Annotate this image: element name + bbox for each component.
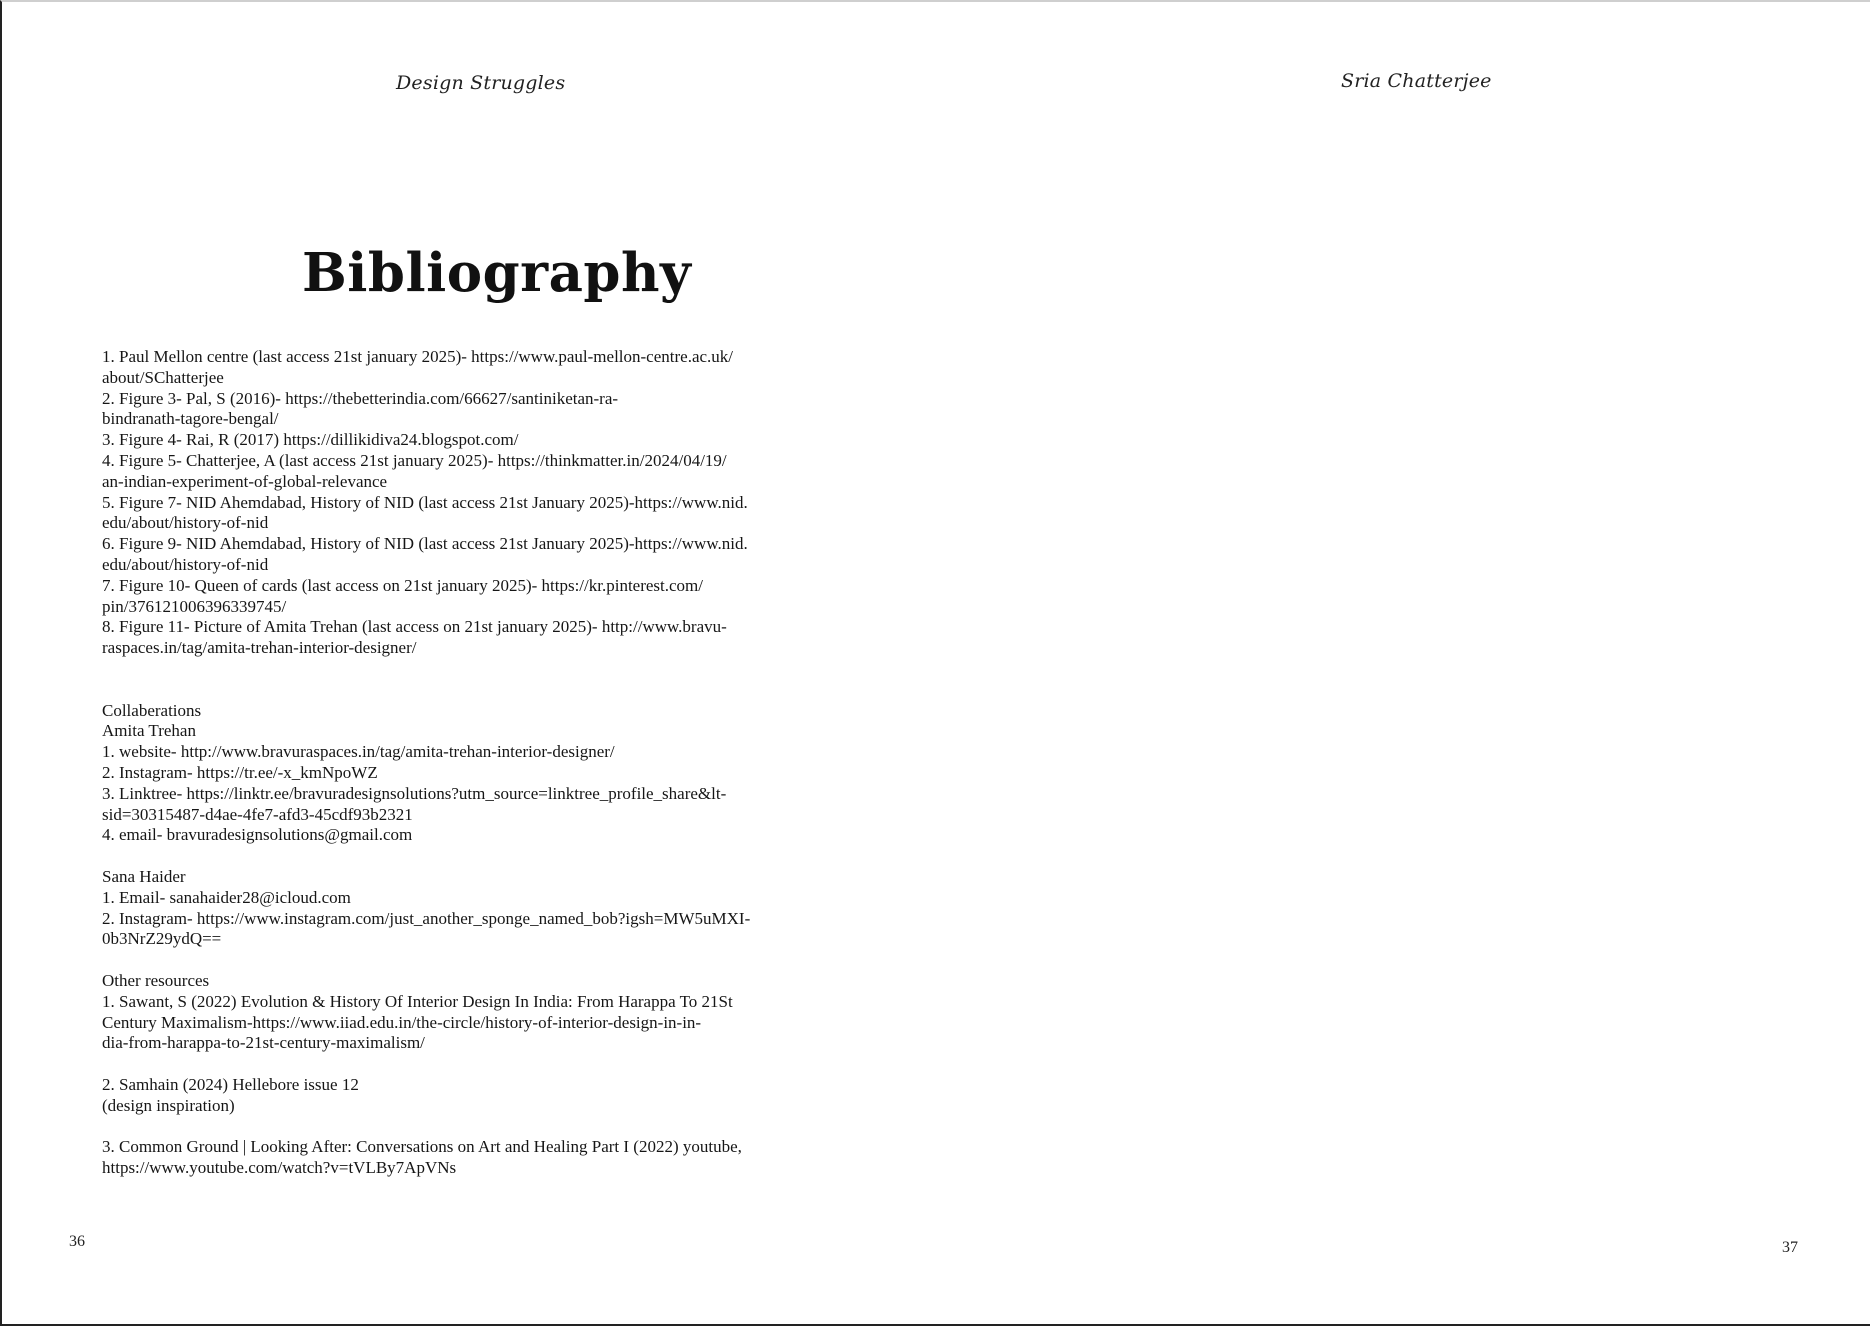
bibliography-line: an-indian-experiment-of-global-relevance bbox=[102, 471, 388, 491]
collaboration-line: 2. Instagram- https://tr.ee/-x_kmNpoWZ bbox=[102, 762, 378, 782]
section-spacer bbox=[102, 846, 842, 867]
bibliography-line: 5. Figure 7- NID Ahemdabad, History of NID (last access 21st January 2025)-https://www.nid. bbox=[102, 492, 748, 512]
other-resources-block-2 bbox=[102, 1075, 842, 1117]
collaboration-line: 4. email- bravuradesignsolutions@gmail.com bbox=[102, 825, 413, 845]
collaboration-line: Sana Haider bbox=[102, 866, 186, 886]
resource-line: (design inspiration) bbox=[102, 1095, 235, 1115]
collaboration-line: 3. Linktree- https://linktr.ee/bravuradesignsolutions?utm_source=linktree_profile_share&lt- bbox=[102, 783, 727, 803]
amita-trehan-block bbox=[102, 721, 842, 846]
page-title: Bibliography bbox=[302, 242, 692, 304]
bibliography-line: 7. Figure 10- Queen of cards (last access on 21st january 2025)- https://kr.pinterest.com/ bbox=[102, 575, 703, 595]
page-number-right: 37 bbox=[1782, 1239, 1798, 1256]
bibliography-line: edu/about/history-of-nid bbox=[102, 513, 269, 533]
resource-line: 1. Sawant, S (2022) Evolution & History Of Interior Design In India: From Harappa To 21St bbox=[102, 991, 733, 1011]
collaboration-line: 1. website- http://www.bravuraspaces.in/tag/amita-trehan-interior-designer/ bbox=[102, 742, 615, 762]
resource-line: Century Maximalism-https://www.iiad.edu.in/the-circle/history-of-interior-design-in-in- bbox=[102, 1012, 702, 1032]
bibliography-line: bindranath-tagore-bengal/ bbox=[102, 409, 279, 429]
collaboration-line: sid=30315487-d4ae-4fe7-afd3-45cdf93b2321 bbox=[102, 804, 413, 824]
resource-line: https://www.youtube.com/watch?v=tVLBy7ApVNs bbox=[102, 1158, 457, 1178]
collaboration-line: Amita Trehan bbox=[102, 721, 196, 741]
resource-line: Other resources bbox=[102, 970, 210, 990]
resource-line: 3. Common Ground | Looking After: Conversations on Art and Healing Part I (2022) youtube, bbox=[102, 1137, 742, 1157]
bibliography-line: 8. Figure 11- Picture of Amita Trehan (last access on 21st january 2025)- http://www.bravu- bbox=[102, 617, 727, 637]
section-spacer bbox=[102, 950, 842, 971]
bibliography-list bbox=[102, 347, 842, 659]
bibliography-line: 3. Figure 4- Rai, R (2017) https://dillikidiva24.blogspot.com/ bbox=[102, 430, 519, 450]
section-spacer bbox=[102, 1116, 842, 1137]
collaboration-line: 2. Instagram- https://www.instagram.com/just_another_sponge_named_bob?igsh=MW5uMXI- bbox=[102, 908, 751, 928]
collaborations-heading bbox=[102, 701, 842, 722]
collaboration-line: 1. Email- sanahaider28@icloud.com bbox=[102, 887, 351, 907]
right-page bbox=[937, 2, 1870, 1324]
bibliography-line: raspaces.in/tag/amita-trehan-interior-designer/ bbox=[102, 638, 417, 658]
sana-haider-block bbox=[102, 867, 842, 950]
bibliography-line: 4. Figure 5- Chatterjee, A (last access 21st january 2025)- https://thinkmatter.in/2024/04/19/ bbox=[102, 450, 727, 470]
resource-line: dia-from-harappa-to-21st-century-maximalism/ bbox=[102, 1033, 425, 1053]
bibliography-line: 2. Figure 3- Pal, S (2016)- https://thebetterindia.com/66627/santiniketan-ra- bbox=[102, 388, 619, 408]
other-resources-block-3 bbox=[102, 1137, 842, 1179]
bibliography-line: pin/376121006396339745/ bbox=[102, 596, 287, 616]
other-resources-block-1 bbox=[102, 971, 842, 1054]
bibliography-line: 1. Paul Mellon centre (last access 21st january 2025)- https://www.paul-mellon-centre.ac.uk/ bbox=[102, 347, 734, 366]
section-heading: Collaberations bbox=[102, 700, 202, 720]
bibliography-line: 6. Figure 9- NID Ahemdabad, History of NID (last access 21st January 2025)-https://www.nid. bbox=[102, 534, 748, 554]
section-spacer bbox=[102, 659, 842, 701]
running-head-right: Sria Chatterjee bbox=[1341, 70, 1492, 92]
left-page bbox=[2, 2, 937, 1324]
bibliography-body bbox=[102, 347, 842, 1179]
bibliography-line: about/SChatterjee bbox=[102, 367, 224, 387]
section-spacer bbox=[102, 1054, 842, 1075]
resource-line: 2. Samhain (2024) Hellebore issue 12 bbox=[102, 1074, 359, 1094]
page-number-left: 36 bbox=[69, 1233, 85, 1250]
bibliography-line: edu/about/history-of-nid bbox=[102, 554, 269, 574]
collaboration-line: 0b3NrZ29ydQ== bbox=[102, 929, 222, 949]
running-head-left: Design Struggles bbox=[396, 72, 566, 94]
